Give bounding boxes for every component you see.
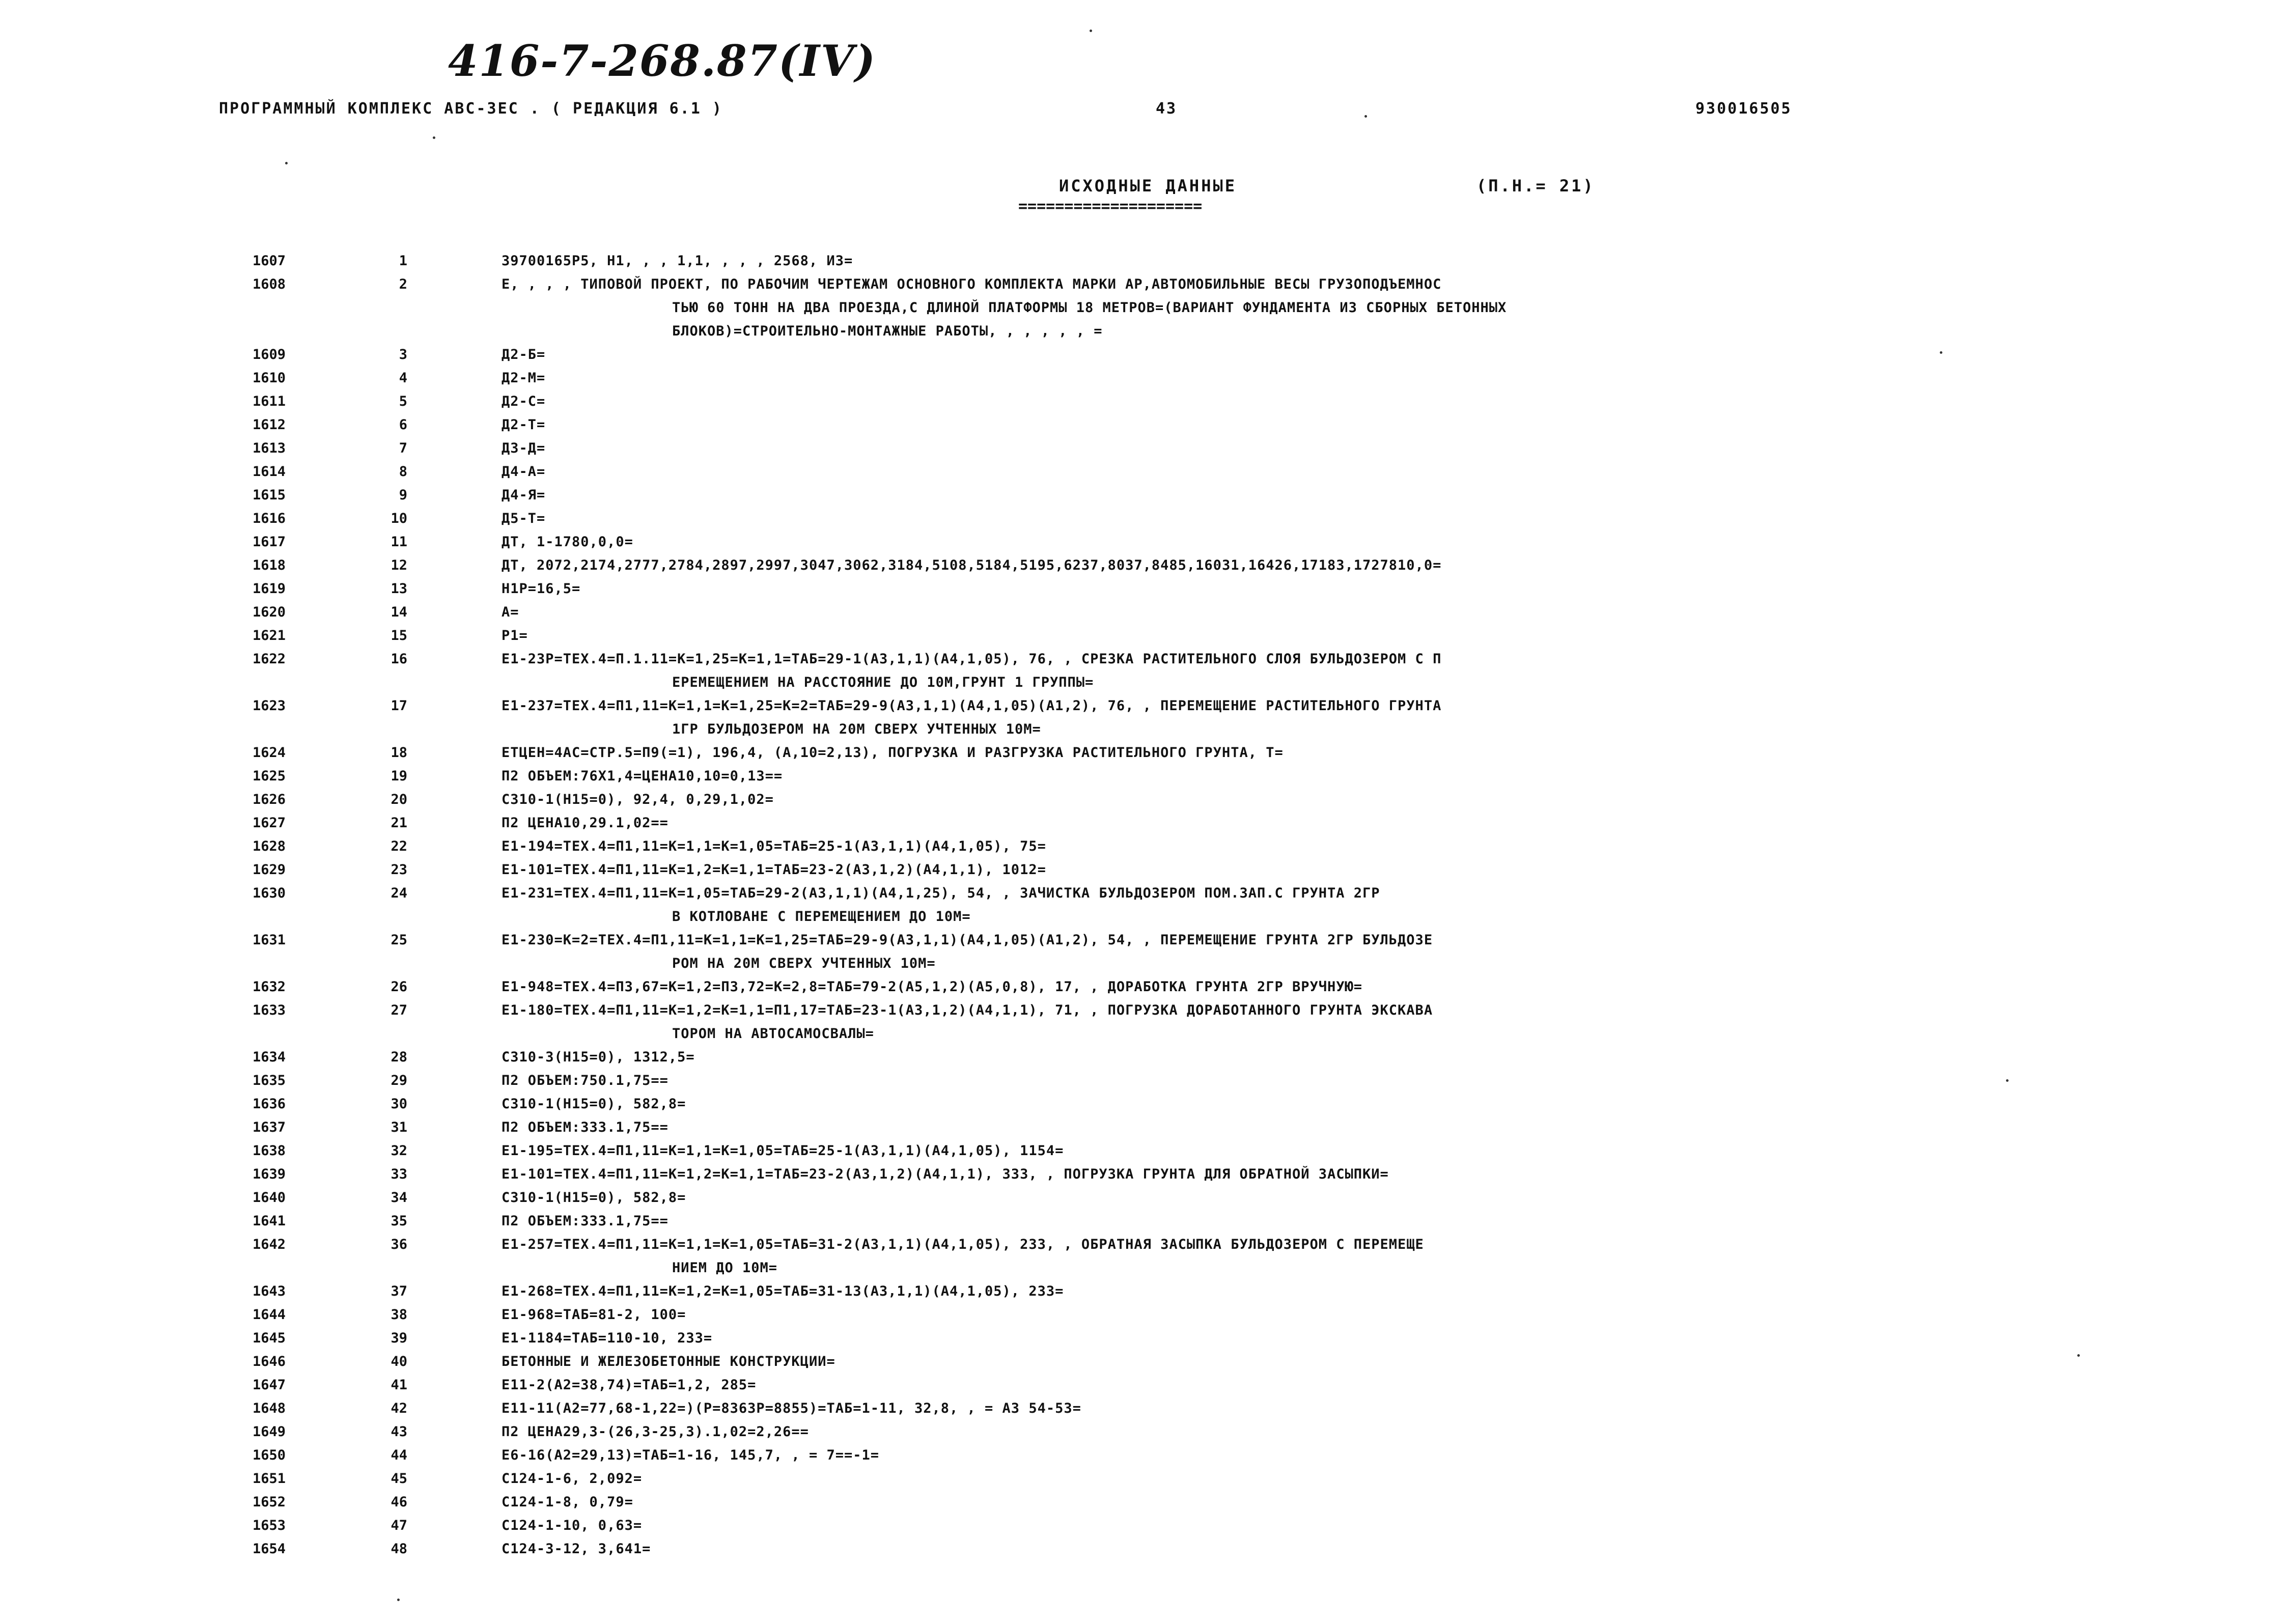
line-number: 1614 <box>253 464 286 480</box>
line-number: 1640 <box>253 1190 286 1206</box>
listing-row <box>0 882 2285 905</box>
sequence-number: 39 <box>391 1330 407 1346</box>
record-text: С310-1(Н15=0), 92,4, 0,29,1,02= <box>501 792 774 807</box>
sequence-number: 26 <box>391 979 407 995</box>
listing-row <box>0 624 2285 648</box>
listing-row <box>0 1116 2285 1139</box>
listing-row <box>0 601 2285 624</box>
continuation-text: ЕРЕМЕЩЕНИЕМ НА РАССТОЯНИЕ ДО 10М,ГРУНТ 1 ГРУППЫ= <box>672 675 1094 690</box>
record-text: Е1-195=ТЕХ.4=П1,11=К=1,1=К=1,05=ТАБ=25-1(А3,1,1)(А4,1,05), 1154= <box>501 1143 1064 1159</box>
listing-row <box>0 999 2285 1022</box>
line-number: 1641 <box>253 1213 286 1229</box>
record-text: Е1-230=К=2=ТЕХ.4=П1,11=К=1,1=К=1,25=ТАБ=29-9(А3,1,1)(А4,1,05)(А1,2), 54, , ПЕРЕМЕЩЕНИЕ ГРУНТА 2ГР БУЛЬДОЗЕ <box>501 932 1433 948</box>
continuation-text: ТОРОМ НА АВТОСАМОСВАЛЫ= <box>672 1026 874 1042</box>
listing-continuation <box>0 718 2285 741</box>
sequence-number: 2 <box>399 276 407 292</box>
listing-continuation <box>0 905 2285 929</box>
sequence-number: 46 <box>391 1494 407 1510</box>
listing-row <box>0 554 2285 577</box>
listing-row <box>0 1139 2285 1163</box>
record-text: Е1-231=ТЕХ.4=П1,11=К=1,05=ТАБ=29-2(А3,1,1)(А4,1,25), 54, , ЗАЧИСТКА БУЛЬДОЗЕРОМ ПОМ.ЗАП.С ГРУНТА 2ГР <box>501 885 1380 901</box>
sequence-number: 15 <box>391 628 407 643</box>
listing-row <box>0 929 2285 952</box>
line-number: 1617 <box>253 534 286 550</box>
record-text: П2 ЦЕНА10,29.1,02== <box>501 815 668 831</box>
listing-row <box>0 437 2285 460</box>
record-text: Е11-11(А2=77,68-1,22=)(Р=8363Р=8855)=ТАБ=1-11, 32,8, , = А3 54-53= <box>501 1401 1081 1416</box>
line-number: 1608 <box>253 276 286 292</box>
record-text: Е1-968=ТАБ=81-2, 100= <box>501 1307 686 1323</box>
listing-row <box>0 577 2285 601</box>
sequence-number: 6 <box>399 417 407 433</box>
listing-continuation <box>0 1022 2285 1046</box>
continuation-text: В КОТЛОВАНЕ С ПЕРЕМЕЩЕНИЕМ ДО 10М= <box>672 909 971 925</box>
listing-row <box>0 835 2285 858</box>
listing-row <box>0 1046 2285 1069</box>
line-number: 1626 <box>253 792 286 807</box>
continuation-text: БЛОКОВ)=СТРОИТЕЛЬНО-МОНТАЖНЫЕ РАБОТЫ, , , , , , = <box>672 323 1103 339</box>
line-number: 1616 <box>253 511 286 526</box>
sequence-number: 12 <box>391 557 407 573</box>
listing-row <box>0 1069 2285 1093</box>
section-title: ИСХОДНЫЕ ДАННЫЕ <box>1059 176 1237 195</box>
line-number: 1638 <box>253 1143 286 1159</box>
line-number: 1628 <box>253 838 286 854</box>
sequence-number: 1 <box>399 253 407 269</box>
line-number: 1639 <box>253 1166 286 1182</box>
sequence-number: 36 <box>391 1237 407 1252</box>
record-text: БЕТОННЫЕ И ЖЕЛЕЗОБЕТОННЫЕ КОНСТРУКЦИИ= <box>501 1354 835 1369</box>
listing-row <box>0 1303 2285 1327</box>
listing-row <box>0 507 2285 530</box>
record-text: Е1-194=ТЕХ.4=П1,11=К=1,1=К=1,05=ТАБ=25-1(А3,1,1)(А4,1,05), 75= <box>501 838 1046 854</box>
line-number: 1646 <box>253 1354 286 1369</box>
section-pn: (П.Н.= 21) <box>1476 176 1595 195</box>
handwritten-reference: 416-7-268.87(IV) <box>448 36 876 86</box>
sequence-number: 47 <box>391 1518 407 1533</box>
sequence-number: 5 <box>399 394 407 409</box>
record-text: ДТ, 2072,2174,2777,2784,2897,2997,3047,3062,3184,5108,5184,5195,6237,8037,8485,16031,16426,17183,1727810,0= <box>501 557 1442 573</box>
section-title-underline: ==================== <box>1018 198 1203 215</box>
sequence-number: 3 <box>399 347 407 362</box>
sequence-number: 20 <box>391 792 407 807</box>
line-number: 1621 <box>253 628 286 643</box>
listing-row <box>0 975 2285 999</box>
line-number: 1653 <box>253 1518 286 1533</box>
record-text: С310-1(Н15=0), 582,8= <box>501 1096 686 1112</box>
sequence-number: 23 <box>391 862 407 878</box>
record-text: Е1-101=ТЕХ.4=П1,11=К=1,2=К=1,1=ТАБ=23-2(А3,1,2)(А4,1,1), 333, , ПОГРУЗКА ГРУНТА ДЛЯ ОБРАТНОЙ ЗАСЫПКИ= <box>501 1166 1389 1182</box>
listing-row <box>0 1233 2285 1256</box>
line-number: 1637 <box>253 1119 286 1135</box>
line-number: 1650 <box>253 1447 286 1463</box>
record-text: Д2-М= <box>501 370 546 386</box>
program-header: ПРОГРАММНЫЙ КОМПЛЕКС АВС-ЗЕС . ( РЕДАКЦИЯ 6.1 ) <box>219 100 723 118</box>
listing-row <box>0 1327 2285 1350</box>
record-text: П2 ОБЪЕМ:76Х1,4=ЦЕНА10,10=0,13== <box>501 768 783 784</box>
line-number: 1627 <box>253 815 286 831</box>
sequence-number: 24 <box>391 885 407 901</box>
listing-row <box>0 1491 2285 1514</box>
sequence-number: 22 <box>391 838 407 854</box>
record-text: Д5-Т= <box>501 511 546 526</box>
listing-rows <box>0 249 2285 1561</box>
line-number: 1636 <box>253 1096 286 1112</box>
listing-row <box>0 273 2285 296</box>
print-speck <box>2077 1354 2080 1357</box>
listing-row <box>0 694 2285 718</box>
listing-row <box>0 1210 2285 1233</box>
listing-row <box>0 343 2285 367</box>
sequence-number: 4 <box>399 370 407 386</box>
line-number: 1612 <box>253 417 286 433</box>
record-text: С124-1-10, 0,63= <box>501 1518 643 1533</box>
print-speck <box>397 1599 400 1601</box>
record-text: Е1-23Р=ТЕХ.4=П.1.11=К=1,25=К=1,1=ТАБ=29-1(А3,1,1)(А4,1,05), 76, , СРЕЗКА РАСТИТЕЛЬНОГО СЛОЯ БУЛЬДОЗЕРОМ С П <box>501 651 1442 667</box>
line-number: 1648 <box>253 1401 286 1416</box>
line-number: 1619 <box>253 581 286 597</box>
record-text: Е1-268=ТЕХ.4=П1,11=К=1,2=К=1,05=ТАБ=31-13(А3,1,1)(А4,1,05), 233= <box>501 1283 1064 1299</box>
sequence-number: 37 <box>391 1283 407 1299</box>
record-text: П2 ОБЪЕМ:333.1,75== <box>501 1213 668 1229</box>
record-text: А= <box>501 604 519 620</box>
record-text: Д2-Б= <box>501 347 546 362</box>
line-number: 1642 <box>253 1237 286 1252</box>
print-speck <box>1090 30 1092 32</box>
record-text: Д4-Я= <box>501 487 546 503</box>
line-number: 1611 <box>253 394 286 409</box>
print-speck <box>2006 1079 2009 1082</box>
print-speck <box>1364 115 1367 118</box>
record-text: Е, , , , ТИПОВОЙ ПРОЕКТ, ПО РАБОЧИМ ЧЕРТЕЖАМ ОСНОВНОГО КОМПЛЕКТА МАРКИ АР,АВТОМОБИЛЬНЫЕ ВЕСЫ ГРУЗОПОДЪЕМНОС <box>501 276 1442 292</box>
listing-row <box>0 1163 2285 1186</box>
line-number: 1647 <box>253 1377 286 1393</box>
record-text: С124-1-6, 2,092= <box>501 1471 643 1487</box>
listing-row <box>0 1537 2285 1561</box>
sequence-number: 7 <box>399 440 407 456</box>
line-number: 1629 <box>253 862 286 878</box>
sequence-number: 40 <box>391 1354 407 1369</box>
record-text: ДТ, 1-1780,0,0= <box>501 534 633 550</box>
sequence-number: 30 <box>391 1096 407 1112</box>
sequence-number: 21 <box>391 815 407 831</box>
sequence-number: 38 <box>391 1307 407 1323</box>
document-code: 930016505 <box>1695 100 1792 118</box>
line-number: 1631 <box>253 932 286 948</box>
listing-row <box>0 530 2285 554</box>
sequence-number: 17 <box>391 698 407 714</box>
record-text: ЕТЦЕН=4АС=СТР.5=П9(=1), 196,4, (А,10=2,13), ПОГРУЗКА И РАЗГРУЗКА РАСТИТЕЛЬНОГО ГРУНТА, Т= <box>501 745 1284 761</box>
line-number: 1618 <box>253 557 286 573</box>
sequence-number: 31 <box>391 1119 407 1135</box>
record-text: С124-3-12, 3,641= <box>501 1541 651 1557</box>
listing-row <box>0 765 2285 788</box>
print-speck <box>1940 351 1942 354</box>
listing-row <box>0 858 2285 882</box>
continuation-text: РОМ НА 20М СВЕРХ УЧТЕННЫХ 10М= <box>672 956 936 971</box>
sequence-number: 11 <box>391 534 407 550</box>
sequence-number: 18 <box>391 745 407 761</box>
sequence-number: 19 <box>391 768 407 784</box>
sequence-number: 32 <box>391 1143 407 1159</box>
line-number: 1654 <box>253 1541 286 1557</box>
listing-row <box>0 1374 2285 1397</box>
listing-row <box>0 648 2285 671</box>
record-text: Е6-16(А2=29,13)=ТАБ=1-16, 145,7, , = 7==-1= <box>501 1447 879 1463</box>
line-number: 1623 <box>253 698 286 714</box>
sequence-number: 8 <box>399 464 407 480</box>
line-number: 1625 <box>253 768 286 784</box>
continuation-text: ТЬЮ 60 ТОНН НА ДВА ПРОЕЗДА,С ДЛИНОЙ ПЛАТФОРМЫ 18 МЕТРОВ=(ВАРИАНТ ФУНДАМЕНТА ИЗ СБОРНЫХ БЕТОННЫХ <box>672 300 1507 316</box>
listing-continuation <box>0 1256 2285 1280</box>
record-text: Д2-Т= <box>501 417 546 433</box>
sequence-number: 33 <box>391 1166 407 1182</box>
sequence-number: 48 <box>391 1541 407 1557</box>
listing-continuation <box>0 952 2285 975</box>
line-number: 1630 <box>253 885 286 901</box>
sequence-number: 34 <box>391 1190 407 1206</box>
line-number: 1624 <box>253 745 286 761</box>
record-text: Е1-180=ТЕХ.4=П1,11=К=1,2=К=1,1=П1,17=ТАБ=23-1(А3,1,2)(А4,1,1), 71, , ПОГРУЗКА ДОРАБОТАННОГО ГРУНТА ЭКСКАВА <box>501 1002 1433 1018</box>
record-text: П2 ОБЪЕМ:750.1,75== <box>501 1073 668 1088</box>
record-text: Д3-Д= <box>501 440 546 456</box>
line-number: 1649 <box>253 1424 286 1440</box>
sequence-number: 16 <box>391 651 407 667</box>
sequence-number: 25 <box>391 932 407 948</box>
record-text: Е1-237=ТЕХ.4=П1,11=К=1,1=К=1,25=К=2=ТАБ=29-9(А3,1,1)(А4,1,05)(А1,2), 76, , ПЕРЕМЕЩЕНИЕ РАСТИТЕЛЬНОГО ГРУНТА <box>501 698 1442 714</box>
line-number: 1652 <box>253 1494 286 1510</box>
listing-row <box>0 1350 2285 1374</box>
listing-row <box>0 741 2285 765</box>
listing-row <box>0 1514 2285 1537</box>
listing-row <box>0 1397 2285 1420</box>
listing-continuation <box>0 296 2285 320</box>
listing-row <box>0 413 2285 437</box>
listing-row <box>0 1093 2285 1116</box>
sequence-number: 45 <box>391 1471 407 1487</box>
sequence-number: 13 <box>391 581 407 597</box>
line-number: 1613 <box>253 440 286 456</box>
record-text: П2 ЦЕНА29,3-(26,3-25,3).1,02=2,26== <box>501 1424 809 1440</box>
sequence-number: 9 <box>399 487 407 503</box>
line-number: 1632 <box>253 979 286 995</box>
listing-row <box>0 367 2285 390</box>
record-text: Е1-101=ТЕХ.4=П1,11=К=1,2=К=1,1=ТАБ=23-2(А3,1,2)(А4,1,1), 1012= <box>501 862 1046 878</box>
sequence-number: 35 <box>391 1213 407 1229</box>
listing-row <box>0 811 2285 835</box>
sequence-number: 41 <box>391 1377 407 1393</box>
line-number: 1622 <box>253 651 286 667</box>
listing-row <box>0 1186 2285 1210</box>
line-number: 1609 <box>253 347 286 362</box>
line-number: 1615 <box>253 487 286 503</box>
listing-row <box>0 1467 2285 1491</box>
record-text: Е1-1184=ТАБ=110-10, 233= <box>501 1330 713 1346</box>
listing-row <box>0 460 2285 484</box>
line-number: 1635 <box>253 1073 286 1088</box>
sequence-number: 43 <box>391 1424 407 1440</box>
record-text: Е1-948=ТЕХ.4=П3,67=К=1,2=П3,72=К=2,8=ТАБ=79-2(А5,1,2)(А5,0,8), 17, , ДОРАБОТКА ГРУНТА 2ГР ВРУЧНУЮ= <box>501 979 1363 995</box>
record-text: Е1-257=ТЕХ.4=П1,11=К=1,1=К=1,05=ТАБ=31-2(А3,1,1)(А4,1,05), 233, , ОБРАТНАЯ ЗАСЫПКА БУЛЬДОЗЕРОМ С ПЕРЕМЕЩЕ <box>501 1237 1424 1252</box>
listing-row <box>0 484 2285 507</box>
record-text: П2 ОБЪЕМ:333.1,75== <box>501 1119 668 1135</box>
sequence-number: 14 <box>391 604 407 620</box>
print-speck <box>285 162 288 164</box>
line-number: 1610 <box>253 370 286 386</box>
sequence-number: 10 <box>391 511 407 526</box>
line-number: 1634 <box>253 1049 286 1065</box>
listing-continuation <box>0 320 2285 343</box>
record-text: С310-1(Н15=0), 582,8= <box>501 1190 686 1206</box>
record-text: Н1Р=16,5= <box>501 581 581 597</box>
line-number: 1651 <box>253 1471 286 1487</box>
record-text: Д4-А= <box>501 464 546 480</box>
continuation-text: НИЕМ ДО 10М= <box>672 1260 778 1276</box>
record-text: С124-1-8, 0,79= <box>501 1494 633 1510</box>
continuation-text: 1ГР БУЛЬДОЗЕРОМ НА 20М СВЕРХ УЧТЕННЫХ 10М= <box>672 721 1041 737</box>
line-number: 1607 <box>253 253 286 269</box>
listing-row <box>0 390 2285 413</box>
record-text: Е11-2(А2=38,74)=ТАБ=1,2, 285= <box>501 1377 757 1393</box>
listing-row <box>0 1420 2285 1444</box>
record-text: С310-3(Н15=0), 1312,5= <box>501 1049 695 1065</box>
record-text: Д2-С= <box>501 394 546 409</box>
line-number: 1643 <box>253 1283 286 1299</box>
line-number: 1645 <box>253 1330 286 1346</box>
sequence-number: 29 <box>391 1073 407 1088</box>
listing-row <box>0 1280 2285 1303</box>
sequence-number: 28 <box>391 1049 407 1065</box>
line-number: 1620 <box>253 604 286 620</box>
page-number: 43 <box>1156 100 1178 118</box>
listing-row <box>0 1444 2285 1467</box>
listing-continuation <box>0 671 2285 694</box>
line-number: 1633 <box>253 1002 286 1018</box>
record-text: 39700165Р5, Н1, , , 1,1, , , , 2568, ИЗ= <box>501 253 853 269</box>
sequence-number: 44 <box>391 1447 407 1463</box>
line-number: 1644 <box>253 1307 286 1323</box>
sequence-number: 27 <box>391 1002 407 1018</box>
listing-row <box>0 788 2285 811</box>
record-text: Р1= <box>501 628 528 643</box>
sequence-number: 42 <box>391 1401 407 1416</box>
print-speck <box>433 136 435 139</box>
listing-row <box>0 249 2285 273</box>
